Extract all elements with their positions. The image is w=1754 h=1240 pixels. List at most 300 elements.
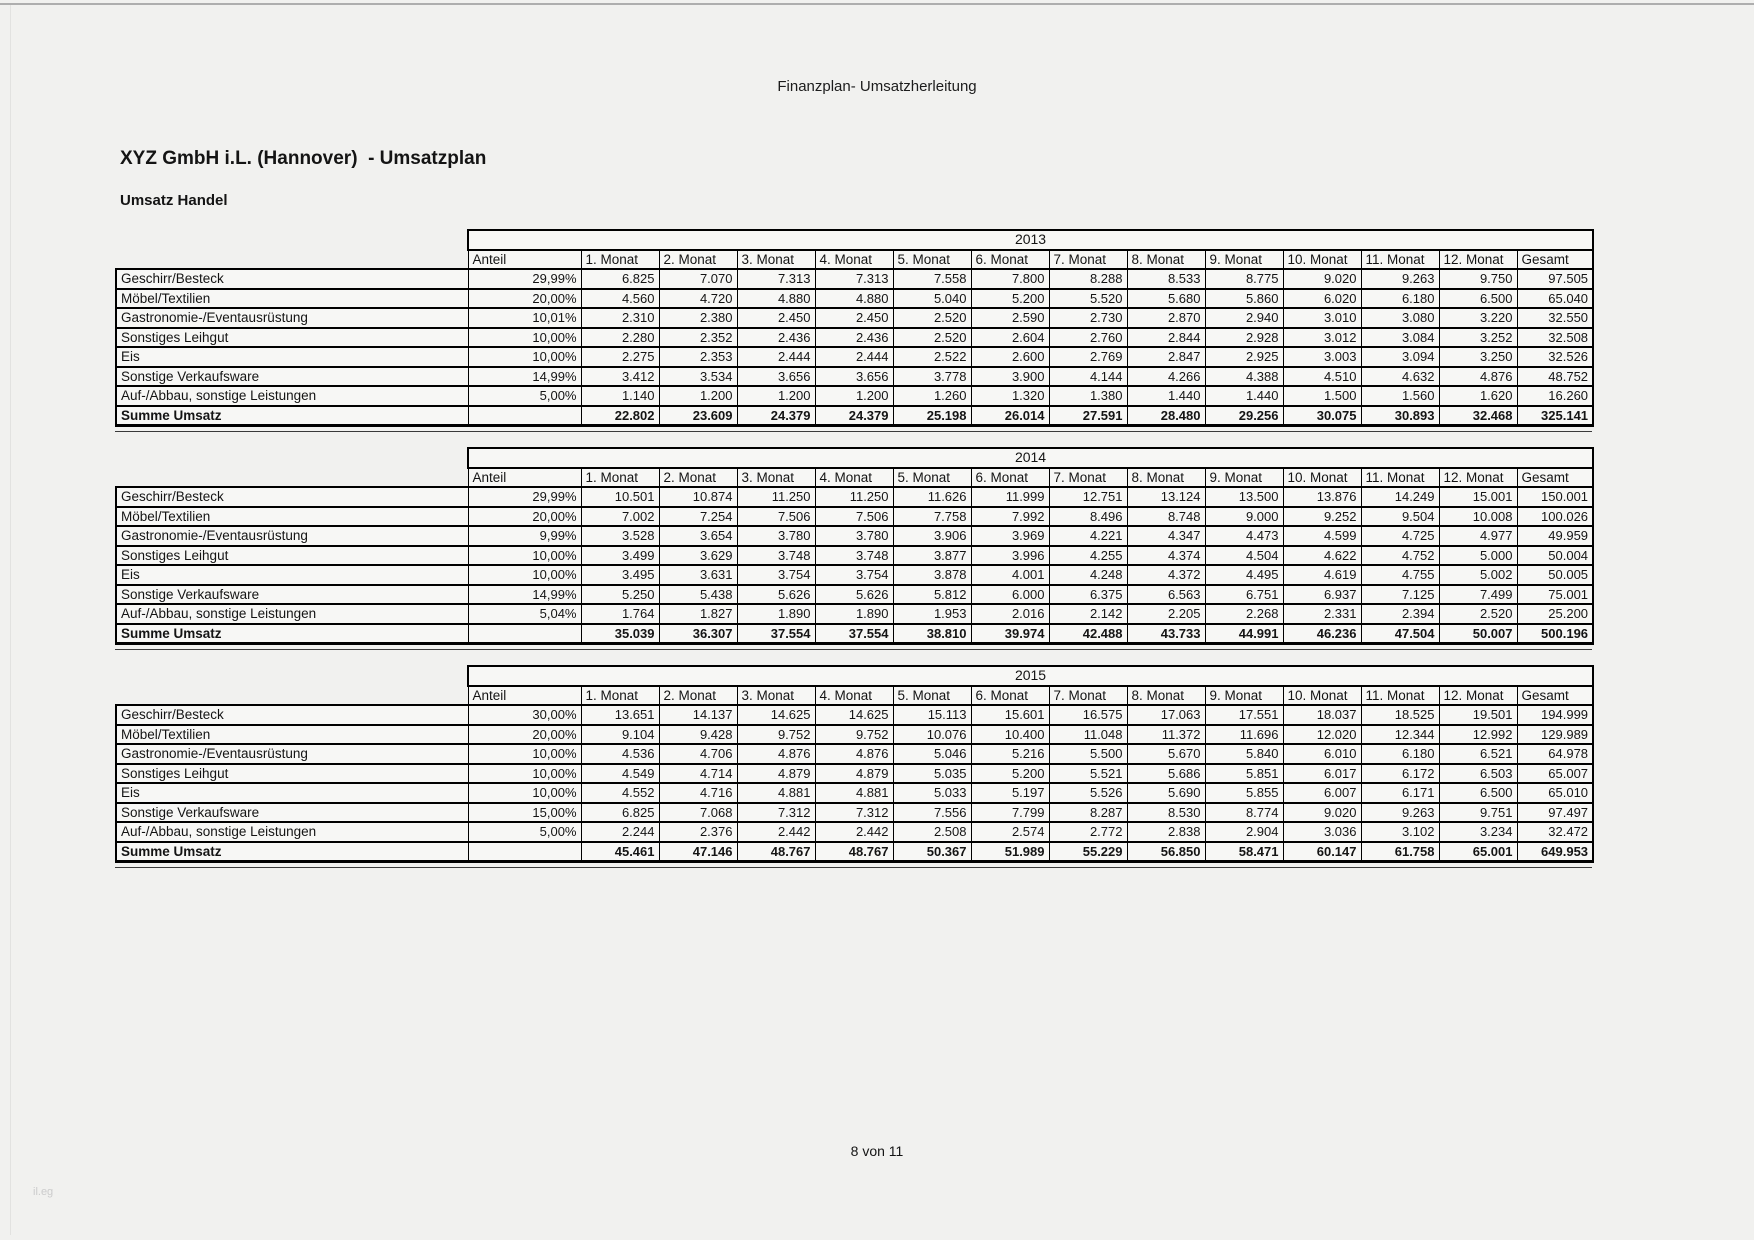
month-cell: 5.670: [1127, 744, 1205, 764]
month-cell: 4.372: [1127, 565, 1205, 585]
gesamt-cell: 16.260: [1517, 386, 1593, 406]
page-left-rule: [10, 5, 11, 1235]
month-cell: 2.442: [737, 822, 815, 842]
anteil-cell: 5,04%: [468, 604, 581, 624]
month-cell: 4.221: [1049, 526, 1127, 546]
row-label: Sonstiges Leihgut: [116, 328, 468, 348]
month-cell: 17.551: [1205, 705, 1283, 725]
month-cell: 7.800: [971, 269, 1049, 289]
month-cell: 3.499: [581, 546, 659, 566]
column-header-gesamt: Gesamt: [1517, 250, 1593, 270]
month-cell: 3.748: [815, 546, 893, 566]
column-header-10-monat: 10. Monat: [1283, 686, 1361, 706]
table-row: [116, 386, 1593, 406]
header-spacer: [116, 686, 468, 706]
gesamt-cell: 129.989: [1517, 725, 1593, 745]
month-cell: 5.000: [1439, 546, 1517, 566]
page-subtitle: Umsatz Handel: [120, 192, 228, 209]
month-cell: 1.140: [581, 386, 659, 406]
month-cell: 5.851: [1205, 764, 1283, 784]
table-row: [116, 783, 1593, 803]
umsatz-table-2013: [115, 229, 1594, 427]
month-cell: 5.035: [893, 764, 971, 784]
gesamt-cell: 49.959: [1517, 526, 1593, 546]
month-cell: 3.754: [815, 565, 893, 585]
month-cell: 3.036: [1283, 822, 1361, 842]
month-cell: 2.442: [815, 822, 893, 842]
month-cell: 4.876: [815, 744, 893, 764]
month-cell: 5.855: [1205, 783, 1283, 803]
gesamt-cell: 32.472: [1517, 822, 1593, 842]
month-cell: 4.879: [737, 764, 815, 784]
month-cell: 3.010: [1283, 308, 1361, 328]
month-cell: 4.716: [659, 783, 737, 803]
month-cell: 3.234: [1439, 822, 1517, 842]
month-cell: 5.200: [971, 289, 1049, 309]
month-cell: 7.799: [971, 803, 1049, 823]
sum-row-label: Summe Umsatz: [116, 406, 468, 426]
month-cell: 2.508: [893, 822, 971, 842]
month-cell: 15.601: [971, 705, 1049, 725]
month-cell: 3.654: [659, 526, 737, 546]
month-cell: 2.925: [1205, 347, 1283, 367]
anteil-cell: 29,99%: [468, 487, 581, 507]
sum-month-cell: 48.767: [737, 842, 815, 862]
month-cell: 14.249: [1361, 487, 1439, 507]
month-cell: 7.312: [815, 803, 893, 823]
month-cell: 14.625: [815, 705, 893, 725]
month-cell: 3.495: [581, 565, 659, 585]
column-header-2-monat: 2. Monat: [659, 686, 737, 706]
row-label: Geschirr/Besteck: [116, 487, 468, 507]
month-cell: 2.520: [893, 308, 971, 328]
month-cell: 6.020: [1283, 289, 1361, 309]
sum-month-cell: 55.229: [1049, 842, 1127, 862]
anteil-cell: 20,00%: [468, 725, 581, 745]
month-cell: 4.510: [1283, 367, 1361, 387]
sum-row: [116, 842, 1593, 862]
month-cell: 4.374: [1127, 546, 1205, 566]
month-cell: 5.626: [737, 585, 815, 605]
month-cell: 2.769: [1049, 347, 1127, 367]
month-cell: 4.880: [815, 289, 893, 309]
month-cell: 2.847: [1127, 347, 1205, 367]
sum-month-cell: 26.014: [971, 406, 1049, 426]
month-cell: 3.094: [1361, 347, 1439, 367]
month-cell: 4.977: [1439, 526, 1517, 546]
table-row: [116, 367, 1593, 387]
table-row: [116, 803, 1593, 823]
month-cell: 11.696: [1205, 725, 1283, 745]
month-cell: 5.046: [893, 744, 971, 764]
year-row: [116, 666, 1593, 686]
sum-month-cell: 35.039: [581, 624, 659, 644]
row-label: Geschirr/Besteck: [116, 705, 468, 725]
month-cell: 6.937: [1283, 585, 1361, 605]
page-number: 8 von 11: [850, 1143, 904, 1159]
month-cell: 1.953: [893, 604, 971, 624]
column-header-anteil: Anteil: [468, 250, 581, 270]
row-label: Eis: [116, 565, 468, 585]
month-cell: 14.625: [737, 705, 815, 725]
month-cell: 8.775: [1205, 269, 1283, 289]
table-underline: [115, 867, 1592, 868]
column-header-12-monat: 12. Monat: [1439, 250, 1517, 270]
month-cell: 1.440: [1127, 386, 1205, 406]
month-cell: 18.525: [1361, 705, 1439, 725]
umsatz-table-2014: [115, 447, 1594, 645]
month-cell: 3.629: [659, 546, 737, 566]
sum-month-cell: 39.974: [971, 624, 1049, 644]
table-row: [116, 507, 1593, 527]
month-cell: 3.252: [1439, 328, 1517, 348]
table-row: [116, 269, 1593, 289]
month-cell: 5.686: [1127, 764, 1205, 784]
month-cell: 7.070: [659, 269, 737, 289]
header-spacer: [116, 468, 468, 488]
month-cell: 11.250: [815, 487, 893, 507]
month-cell: 5.520: [1049, 289, 1127, 309]
column-header-anteil: Anteil: [468, 686, 581, 706]
sum-anteil-cell: [468, 624, 581, 644]
sum-month-cell: 37.554: [815, 624, 893, 644]
month-cell: 4.560: [581, 289, 659, 309]
row-label: Auf-/Abbau, sonstige Leistungen: [116, 604, 468, 624]
month-cell: 2.353: [659, 347, 737, 367]
tables-container: [115, 229, 1592, 883]
month-cell: 15.113: [893, 705, 971, 725]
month-cell: 5.680: [1127, 289, 1205, 309]
month-cell: 1.320: [971, 386, 1049, 406]
month-cell: 3.084: [1361, 328, 1439, 348]
month-cell: 2.940: [1205, 308, 1283, 328]
gesamt-cell: 97.497: [1517, 803, 1593, 823]
anteil-cell: 20,00%: [468, 289, 581, 309]
month-cell: 11.626: [893, 487, 971, 507]
month-cell: 4.725: [1361, 526, 1439, 546]
month-cell: 5.526: [1049, 783, 1127, 803]
table-row: [116, 705, 1593, 725]
month-cell: 3.754: [737, 565, 815, 585]
month-cell: 9.428: [659, 725, 737, 745]
sum-month-cell: 36.307: [659, 624, 737, 644]
month-cell: 4.347: [1127, 526, 1205, 546]
gesamt-cell: 194.999: [1517, 705, 1593, 725]
table-underline: [115, 649, 1592, 650]
month-cell: 4.248: [1049, 565, 1127, 585]
column-header-row: [116, 468, 1593, 488]
anteil-cell: 10,00%: [468, 783, 581, 803]
table-row: [116, 308, 1593, 328]
month-cell: 9.104: [581, 725, 659, 745]
month-cell: 3.748: [737, 546, 815, 566]
gesamt-cell: 50.004: [1517, 546, 1593, 566]
sum-month-cell: 60.147: [1283, 842, 1361, 862]
month-cell: 4.706: [659, 744, 737, 764]
column-header-9-monat: 9. Monat: [1205, 250, 1283, 270]
month-cell: 4.495: [1205, 565, 1283, 585]
month-cell: 13.651: [581, 705, 659, 725]
row-label: Gastronomie-/Eventausrüstung: [116, 744, 468, 764]
anteil-cell: 10,00%: [468, 744, 581, 764]
anteil-cell: 20,00%: [468, 507, 581, 527]
month-cell: 2.310: [581, 308, 659, 328]
table-row: [116, 546, 1593, 566]
month-cell: 2.205: [1127, 604, 1205, 624]
month-cell: 5.500: [1049, 744, 1127, 764]
month-cell: 5.033: [893, 783, 971, 803]
month-cell: 8.748: [1127, 507, 1205, 527]
month-cell: 2.838: [1127, 822, 1205, 842]
month-cell: 3.528: [581, 526, 659, 546]
month-cell: 2.380: [659, 308, 737, 328]
month-cell: 9.263: [1361, 803, 1439, 823]
table-row: [116, 487, 1593, 507]
month-cell: 5.860: [1205, 289, 1283, 309]
month-cell: 6.180: [1361, 289, 1439, 309]
month-cell: 7.312: [737, 803, 815, 823]
month-cell: 13.124: [1127, 487, 1205, 507]
month-cell: 8.774: [1205, 803, 1283, 823]
anteil-cell: 30,00%: [468, 705, 581, 725]
sum-month-cell: 58.471: [1205, 842, 1283, 862]
month-cell: 4.714: [659, 764, 737, 784]
anteil-cell: 10,00%: [468, 328, 581, 348]
month-cell: 8.533: [1127, 269, 1205, 289]
month-cell: 2.331: [1283, 604, 1361, 624]
month-cell: 1.440: [1205, 386, 1283, 406]
month-cell: 6.171: [1361, 783, 1439, 803]
gesamt-cell: 32.508: [1517, 328, 1593, 348]
sum-row-label: Summe Umsatz: [116, 842, 468, 862]
month-cell: 4.255: [1049, 546, 1127, 566]
sum-gesamt-cell: 500.196: [1517, 624, 1593, 644]
gesamt-cell: 150.001: [1517, 487, 1593, 507]
month-cell: 7.506: [737, 507, 815, 527]
row-label: Sonstiges Leihgut: [116, 546, 468, 566]
month-cell: 9.750: [1439, 269, 1517, 289]
month-cell: 3.877: [893, 546, 971, 566]
column-header-4-monat: 4. Monat: [815, 468, 893, 488]
month-cell: 3.780: [815, 526, 893, 546]
month-cell: 4.876: [737, 744, 815, 764]
column-header-8-monat: 8. Monat: [1127, 686, 1205, 706]
anteil-cell: 5,00%: [468, 386, 581, 406]
column-header-row: [116, 686, 1593, 706]
column-header-7-monat: 7. Monat: [1049, 468, 1127, 488]
month-cell: 6.503: [1439, 764, 1517, 784]
month-cell: 1.200: [815, 386, 893, 406]
month-cell: 7.506: [815, 507, 893, 527]
month-cell: 3.780: [737, 526, 815, 546]
month-cell: 2.352: [659, 328, 737, 348]
month-cell: 11.999: [971, 487, 1049, 507]
column-header-4-monat: 4. Monat: [815, 686, 893, 706]
gesamt-cell: 32.526: [1517, 347, 1593, 367]
sum-month-cell: 29.256: [1205, 406, 1283, 426]
corner-spacer: [116, 230, 468, 250]
column-header-4-monat: 4. Monat: [815, 250, 893, 270]
sum-month-cell: 61.758: [1361, 842, 1439, 862]
month-cell: 1.890: [815, 604, 893, 624]
column-header-3-monat: 3. Monat: [737, 250, 815, 270]
sum-month-cell: 24.379: [815, 406, 893, 426]
month-cell: 14.137: [659, 705, 737, 725]
month-cell: 9.000: [1205, 507, 1283, 527]
month-cell: 5.200: [971, 764, 1049, 784]
month-cell: 17.063: [1127, 705, 1205, 725]
report-header: Finanzplan- Umsatzherleitung: [777, 78, 977, 95]
month-cell: 5.197: [971, 783, 1049, 803]
gesamt-cell: 50.005: [1517, 565, 1593, 585]
month-cell: 8.530: [1127, 803, 1205, 823]
month-cell: 15.001: [1439, 487, 1517, 507]
month-cell: 7.313: [815, 269, 893, 289]
month-cell: 5.250: [581, 585, 659, 605]
month-cell: 2.904: [1205, 822, 1283, 842]
sum-month-cell: 47.146: [659, 842, 737, 862]
row-label: Möbel/Textilien: [116, 725, 468, 745]
sum-month-cell: 46.236: [1283, 624, 1361, 644]
month-cell: 2.436: [737, 328, 815, 348]
month-cell: 2.376: [659, 822, 737, 842]
column-header-8-monat: 8. Monat: [1127, 250, 1205, 270]
corner-spacer: [116, 666, 468, 686]
month-cell: 9.504: [1361, 507, 1439, 527]
month-cell: 2.244: [581, 822, 659, 842]
table-row: [116, 585, 1593, 605]
month-cell: 2.520: [1439, 604, 1517, 624]
column-header-anteil: Anteil: [468, 468, 581, 488]
month-cell: 6.825: [581, 803, 659, 823]
column-header-6-monat: 6. Monat: [971, 686, 1049, 706]
month-cell: 2.436: [815, 328, 893, 348]
table-section-2014: [115, 447, 1592, 650]
month-cell: 11.250: [737, 487, 815, 507]
month-cell: 13.500: [1205, 487, 1283, 507]
header-spacer: [116, 250, 468, 270]
month-cell: 2.870: [1127, 308, 1205, 328]
sum-gesamt-cell: 649.953: [1517, 842, 1593, 862]
month-cell: 7.125: [1361, 585, 1439, 605]
watermark: il.eg: [33, 1186, 54, 1198]
month-cell: 3.012: [1283, 328, 1361, 348]
row-label: Möbel/Textilien: [116, 289, 468, 309]
month-cell: 4.388: [1205, 367, 1283, 387]
row-label: Möbel/Textilien: [116, 507, 468, 527]
month-cell: 10.874: [659, 487, 737, 507]
sum-month-cell: 51.989: [971, 842, 1049, 862]
month-cell: 6.375: [1049, 585, 1127, 605]
month-cell: 4.622: [1283, 546, 1361, 566]
sum-row-label: Summe Umsatz: [116, 624, 468, 644]
column-header-5-monat: 5. Monat: [893, 250, 971, 270]
table-row: [116, 347, 1593, 367]
sum-month-cell: 30.893: [1361, 406, 1439, 426]
table-row: [116, 289, 1593, 309]
month-cell: 1.560: [1361, 386, 1439, 406]
column-header-6-monat: 6. Monat: [971, 250, 1049, 270]
year-row: [116, 448, 1593, 468]
row-label: Auf-/Abbau, sonstige Leistungen: [116, 386, 468, 406]
month-cell: 6.010: [1283, 744, 1361, 764]
month-cell: 4.881: [815, 783, 893, 803]
month-cell: 1.380: [1049, 386, 1127, 406]
month-cell: 5.626: [815, 585, 893, 605]
month-cell: 4.879: [815, 764, 893, 784]
month-cell: 6.180: [1361, 744, 1439, 764]
month-cell: 9.252: [1283, 507, 1361, 527]
month-cell: 1.827: [659, 604, 737, 624]
month-cell: 9.752: [737, 725, 815, 745]
column-header-9-monat: 9. Monat: [1205, 686, 1283, 706]
year-header: 2014: [468, 448, 1593, 468]
month-cell: 1.500: [1283, 386, 1361, 406]
row-label: Geschirr/Besteck: [116, 269, 468, 289]
row-label: Gastronomie-/Eventausrüstung: [116, 526, 468, 546]
month-cell: 6.825: [581, 269, 659, 289]
column-header-10-monat: 10. Monat: [1283, 468, 1361, 488]
month-cell: 11.048: [1049, 725, 1127, 745]
sum-anteil-cell: [468, 406, 581, 426]
column-header-12-monat: 12. Monat: [1439, 468, 1517, 488]
month-cell: 12.751: [1049, 487, 1127, 507]
month-cell: 2.275: [581, 347, 659, 367]
table-row: [116, 526, 1593, 546]
month-cell: 2.760: [1049, 328, 1127, 348]
table-section-2015: [115, 665, 1592, 868]
month-cell: 12.992: [1439, 725, 1517, 745]
column-header-7-monat: 7. Monat: [1049, 686, 1127, 706]
column-header-11-monat: 11. Monat: [1361, 468, 1439, 488]
month-cell: 7.254: [659, 507, 737, 527]
month-cell: 4.599: [1283, 526, 1361, 546]
month-cell: 2.772: [1049, 822, 1127, 842]
month-cell: 7.313: [737, 269, 815, 289]
month-cell: 9.263: [1361, 269, 1439, 289]
month-cell: 5.040: [893, 289, 971, 309]
month-cell: 3.778: [893, 367, 971, 387]
month-cell: 5.438: [659, 585, 737, 605]
month-cell: 3.250: [1439, 347, 1517, 367]
month-cell: 3.003: [1283, 347, 1361, 367]
gesamt-cell: 65.040: [1517, 289, 1593, 309]
month-cell: 10.076: [893, 725, 971, 745]
month-cell: 5.812: [893, 585, 971, 605]
month-cell: 3.412: [581, 367, 659, 387]
month-cell: 3.102: [1361, 822, 1439, 842]
month-cell: 9.020: [1283, 269, 1361, 289]
month-cell: 4.552: [581, 783, 659, 803]
gesamt-cell: 75.001: [1517, 585, 1593, 605]
month-cell: 3.878: [893, 565, 971, 585]
gesamt-cell: 48.752: [1517, 367, 1593, 387]
sum-month-cell: 38.810: [893, 624, 971, 644]
column-header-5-monat: 5. Monat: [893, 686, 971, 706]
month-cell: 2.574: [971, 822, 1049, 842]
table-row: [116, 822, 1593, 842]
column-header-2-monat: 2. Monat: [659, 468, 737, 488]
sum-anteil-cell: [468, 842, 581, 862]
month-cell: 2.590: [971, 308, 1049, 328]
sum-month-cell: 28.480: [1127, 406, 1205, 426]
sum-row: [116, 624, 1593, 644]
month-cell: 10.501: [581, 487, 659, 507]
anteil-cell: 10,01%: [468, 308, 581, 328]
page-title: XYZ GmbH i.L. (Hannover) - Umsatzplan: [120, 148, 487, 169]
anteil-cell: 5,00%: [468, 822, 581, 842]
month-cell: 7.558: [893, 269, 971, 289]
